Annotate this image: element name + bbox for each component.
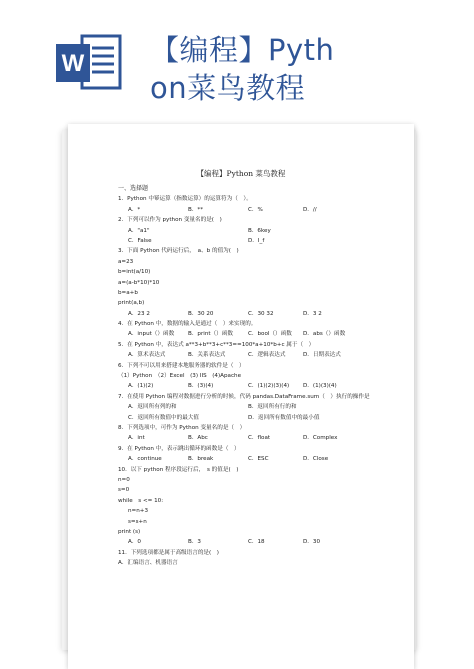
answer-option: A．input（）函数 bbox=[128, 331, 175, 338]
answer-option: D．Close bbox=[303, 456, 329, 463]
answer-option: C．% bbox=[248, 206, 263, 213]
answer-options-row bbox=[118, 309, 408, 319]
answer-option: D．// bbox=[303, 206, 317, 213]
answer-options-row bbox=[118, 454, 408, 464]
answer-option: C．ESC bbox=[248, 456, 269, 463]
answer-option: A．* bbox=[128, 206, 141, 213]
question-text-line: （1）Python （2）Excel (3) IIS (4)Apache bbox=[118, 373, 242, 380]
header-banner bbox=[0, 0, 474, 118]
section-heading: 一、选择题 bbox=[118, 185, 149, 192]
answer-option: C．18 bbox=[248, 539, 265, 546]
answer-option: D．(1)(3)(4) bbox=[303, 383, 337, 390]
answer-option: C．逻辑表达式 bbox=[248, 352, 286, 359]
answer-option: D．abs（）函数 bbox=[303, 331, 346, 338]
answer-option: B．6key bbox=[248, 227, 271, 234]
code-line: b=a+b bbox=[118, 289, 138, 296]
svg-text:W: W bbox=[61, 50, 85, 77]
answer-option: D．返回所有数值中的最小值 bbox=[248, 414, 320, 421]
answer-option: B．Abc bbox=[188, 435, 208, 442]
code-line: s=0 bbox=[118, 487, 130, 494]
answer-option: D．I_f bbox=[248, 237, 265, 244]
code-line: b=int(a/10) bbox=[118, 269, 151, 276]
question-text-line: 8．下列选项中，可作为 Python 变量名的是（ ） bbox=[118, 424, 246, 431]
answer-option: C．(1)(2)(3)(4) bbox=[248, 383, 290, 390]
answer-options-row bbox=[118, 329, 408, 339]
answer-option: C．bool（）函数 bbox=[248, 331, 292, 338]
answer-options-row bbox=[118, 205, 408, 215]
answer-option: C．False bbox=[128, 237, 152, 244]
question-text-line: 5．在 Python 中，表达式 a**3+b**3+c**3==100*a+10*b+c 属于（ ） bbox=[118, 341, 315, 348]
code-line: n=0 bbox=[118, 476, 130, 483]
code-line: a=23 bbox=[118, 258, 134, 265]
answer-option: C．返回所有数值中的最大值 bbox=[128, 414, 200, 421]
answer-options-row bbox=[118, 381, 408, 391]
answer-option: D．Complex bbox=[303, 435, 338, 442]
question-text-line: 7．在使用 Python 编程对数据进行分析的时候，代码 pandas.DataFrame.sum（ ）执行的操作是 bbox=[118, 393, 370, 400]
word-document-icon bbox=[52, 30, 124, 94]
answer-options-row bbox=[118, 402, 408, 412]
answer-options-row bbox=[118, 413, 408, 423]
question-text-line: 9．在 Python 中，表示跳出循环的函数是（ ） bbox=[118, 445, 240, 452]
answer-option: B．30 20 bbox=[188, 310, 214, 317]
answer-option: A．int bbox=[128, 435, 145, 442]
code-line: while s <= 10: bbox=[118, 497, 164, 504]
answer-option: B．break bbox=[188, 456, 214, 463]
answer-option: B．print（）函数 bbox=[188, 331, 233, 338]
question-text-line: 4．在 Python 中，数据的输入是通过（ ）来实现的。 bbox=[118, 321, 257, 328]
banner-title-line-1: 【编程】Pyth bbox=[150, 33, 335, 67]
answer-option: B．** bbox=[188, 206, 204, 213]
answer-options-row bbox=[118, 236, 408, 246]
code-line: n=n+3 bbox=[128, 508, 149, 515]
question-text-line: 3．下面 Python 代码运行后， a、b 的值为( ) bbox=[118, 248, 239, 255]
code-line: print (s) bbox=[118, 528, 141, 535]
answer-option: C．float bbox=[248, 435, 271, 442]
answer-options-row bbox=[118, 537, 408, 547]
answer-options-row bbox=[118, 433, 408, 443]
answer-option: D．30 bbox=[303, 539, 321, 546]
answer-option: A．(1)(2) bbox=[128, 383, 154, 390]
banner-title-line-2: on菜鸟教程 bbox=[150, 71, 306, 105]
answer-option: D．日期表达式 bbox=[303, 352, 341, 359]
question-text-line: 6．下列不可以用来搭建本地服务器的软件是（ ） bbox=[118, 362, 245, 369]
question-text-line: A．汇编语言、机器语言 bbox=[118, 560, 178, 567]
answer-option: B．(3)(4) bbox=[188, 383, 214, 390]
answer-option: A．0 bbox=[128, 539, 141, 546]
document-title: 【编程】Python 菜鸟教程 bbox=[196, 169, 286, 178]
answer-options-row bbox=[118, 226, 408, 236]
answer-option: B．3 bbox=[188, 539, 201, 546]
answer-option: D．3 2 bbox=[303, 310, 322, 317]
answer-options-row bbox=[118, 350, 408, 360]
answer-option: B．返回所有行的和 bbox=[248, 404, 297, 411]
document-page bbox=[68, 124, 414, 669]
answer-option: A．返回所有列的和 bbox=[128, 404, 177, 411]
answer-option: A．"a1" bbox=[128, 227, 150, 234]
answer-option: A．continue bbox=[128, 456, 162, 463]
answer-option: C．30 32 bbox=[248, 310, 274, 317]
code-line: a=(a-b*10)*10 bbox=[118, 279, 160, 286]
document-body bbox=[118, 184, 408, 568]
question-text-line: 10．以下 python 程序段运行后， s 的值是( ) bbox=[118, 466, 239, 473]
answer-option: B．关系表达式 bbox=[188, 352, 226, 359]
question-text-line: 2．下列可以作为 python 变量名的是( ) bbox=[118, 217, 222, 224]
code-line: s=s+n bbox=[128, 518, 147, 525]
answer-option: A．23 2 bbox=[128, 310, 150, 317]
question-text-line: 1．Python 中幂运算（指数运算）的运算符为（ ）。 bbox=[118, 196, 252, 203]
answer-option: A．算术表达式 bbox=[128, 352, 166, 359]
question-text-line: 11．下列选项都是属于高级语言的是( ) bbox=[118, 549, 219, 556]
code-line: print(a,b) bbox=[118, 300, 145, 307]
